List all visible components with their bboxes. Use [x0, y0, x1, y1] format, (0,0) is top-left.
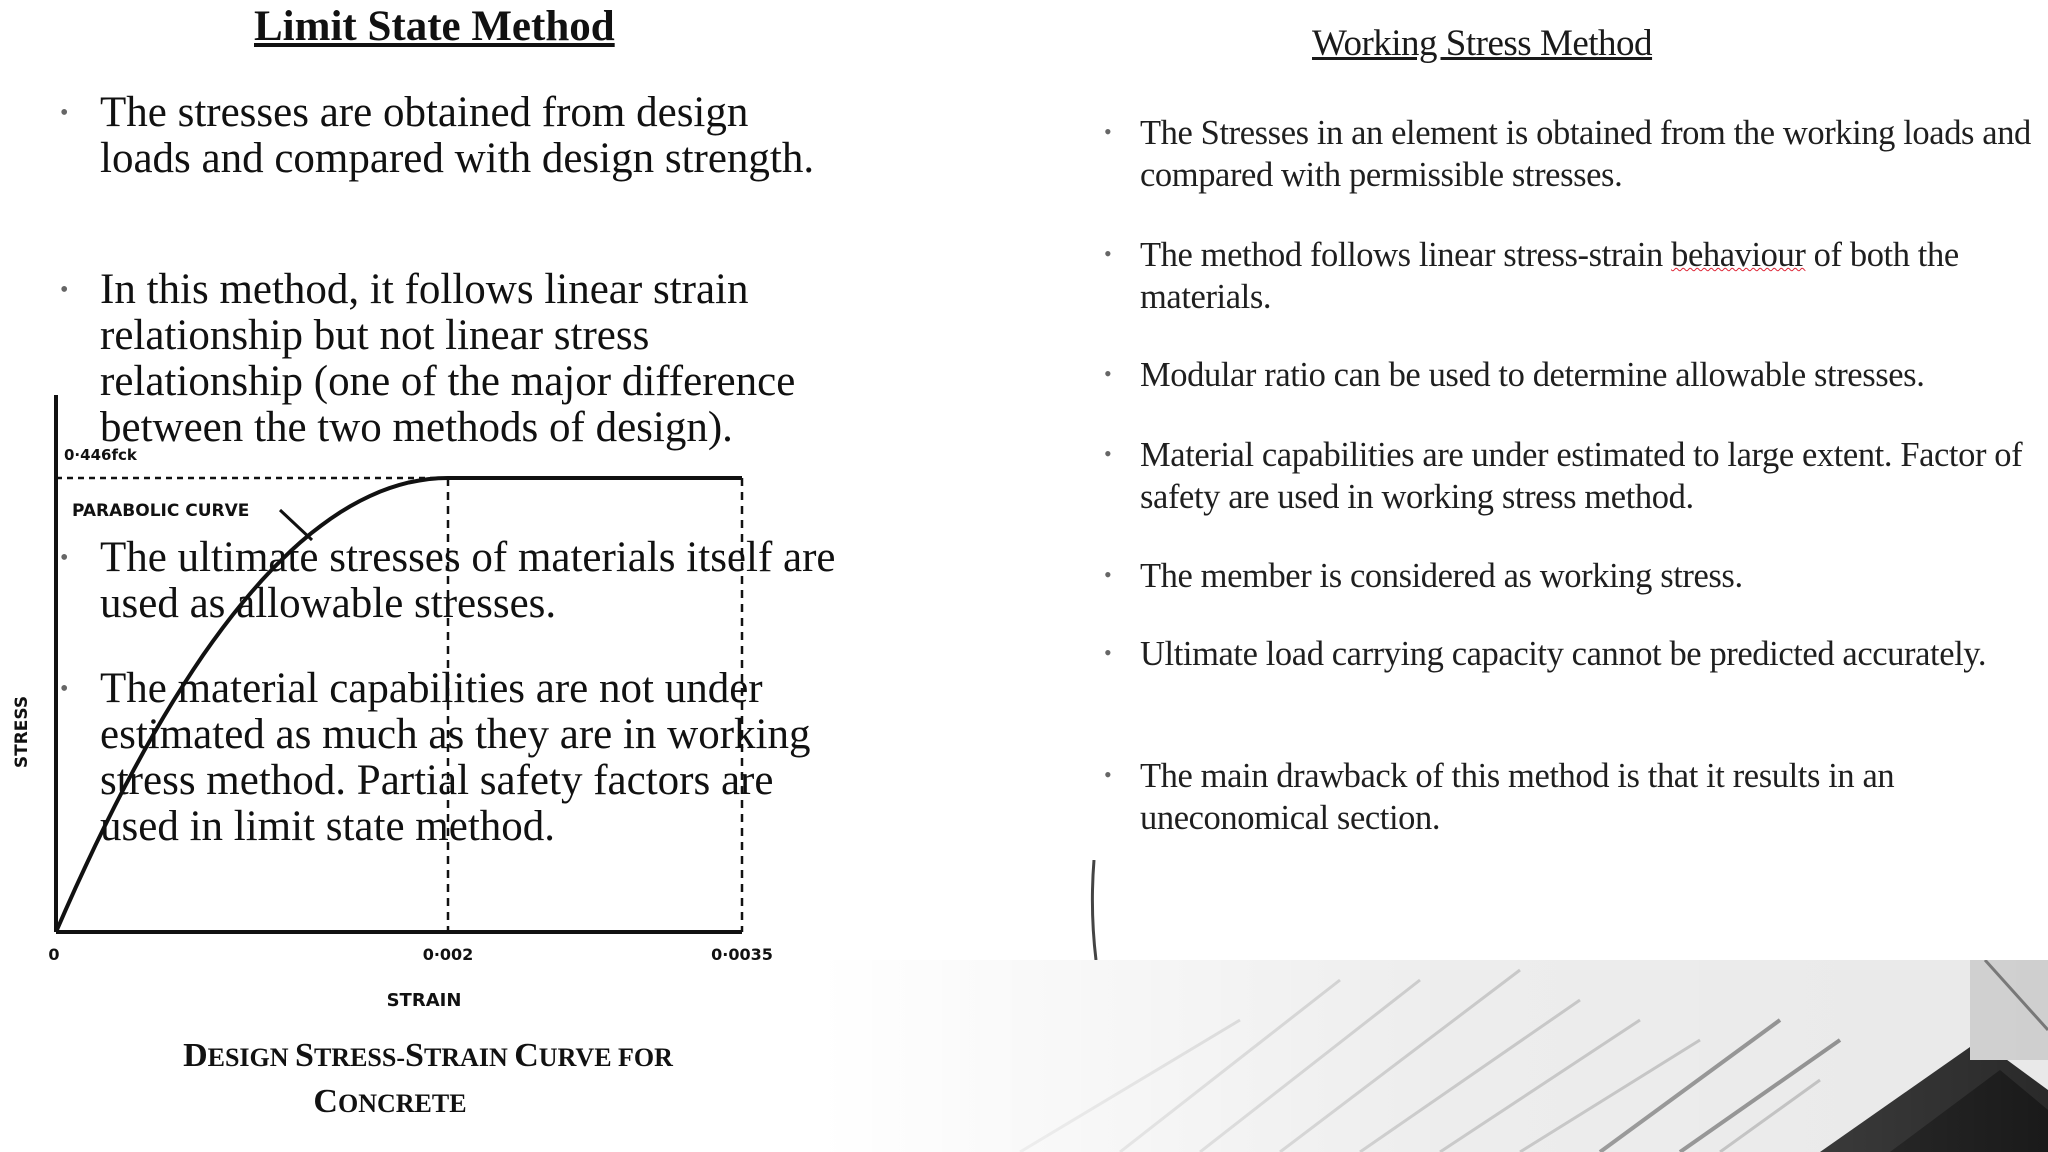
working-stress-bullet: • The member is considered as working stress. [1140, 555, 2040, 597]
chart-axes [56, 395, 742, 932]
y-tick-label: 0·446fck [64, 446, 137, 464]
spellcheck-flagged-word: behaviour [1671, 236, 1806, 274]
working-stress-bullet: • The main drawback of this method is that it results in an uneconomical section. [1140, 755, 2040, 839]
x-tick-label: 0·002 [422, 945, 474, 964]
limit-state-bullet: • In this method, it follows linear strain relationship but not linear stress relationship (one of the major difference between the two methods of design). [100, 267, 840, 451]
working-stress-bullet: • The Stresses in an element is obtained from the working loads and compared with permissible stresses. [1140, 112, 2040, 196]
panel-edge-mark [1088, 860, 1098, 960]
working-stress-bullet: • Ultimate load carrying capacity cannot be predicted accurately. [1140, 633, 2040, 675]
x-tick-label: 0·0035 [711, 945, 773, 964]
limit-state-title: Limit State Method [254, 3, 615, 50]
working-stress-bullet: • The method follows linear stress-strain behaviour of both the materials. [1140, 234, 2040, 318]
decorative-background [820, 960, 2048, 1152]
parabolic-curve-annotation: PARABOLIC CURVE [72, 501, 250, 521]
working-stress-title: Working Stress Method [1312, 23, 1653, 64]
chart-caption-line-2: CONCRETE [313, 1083, 467, 1120]
limit-state-bullet: • The stresses are obtained from design loads and compared with design strength. [100, 90, 840, 182]
x-axis-label: STRAIN [386, 990, 462, 1011]
y-axis-label: STRESS [12, 695, 32, 769]
chart-caption-line-1: DESIGN STRESS-STRAIN CURVE FOR [183, 1037, 673, 1074]
working-stress-bullet: • Modular ratio can be used to determine allowable stresses. [1140, 354, 2040, 396]
working-stress-bullet: • Material capabilities are under estimated to large extent. Factor of safety are used in working stress method. [1140, 434, 2040, 518]
limit-state-bullet: • The ultimate stresses of materials itself are used as allowable stresses. [100, 535, 840, 627]
limit-state-bullet: • The material capabilities are not under estimated as much as they are in working stress method. Partial safety factors are used in limit state method. [100, 666, 840, 850]
x-tick-label: 0 [48, 945, 60, 964]
